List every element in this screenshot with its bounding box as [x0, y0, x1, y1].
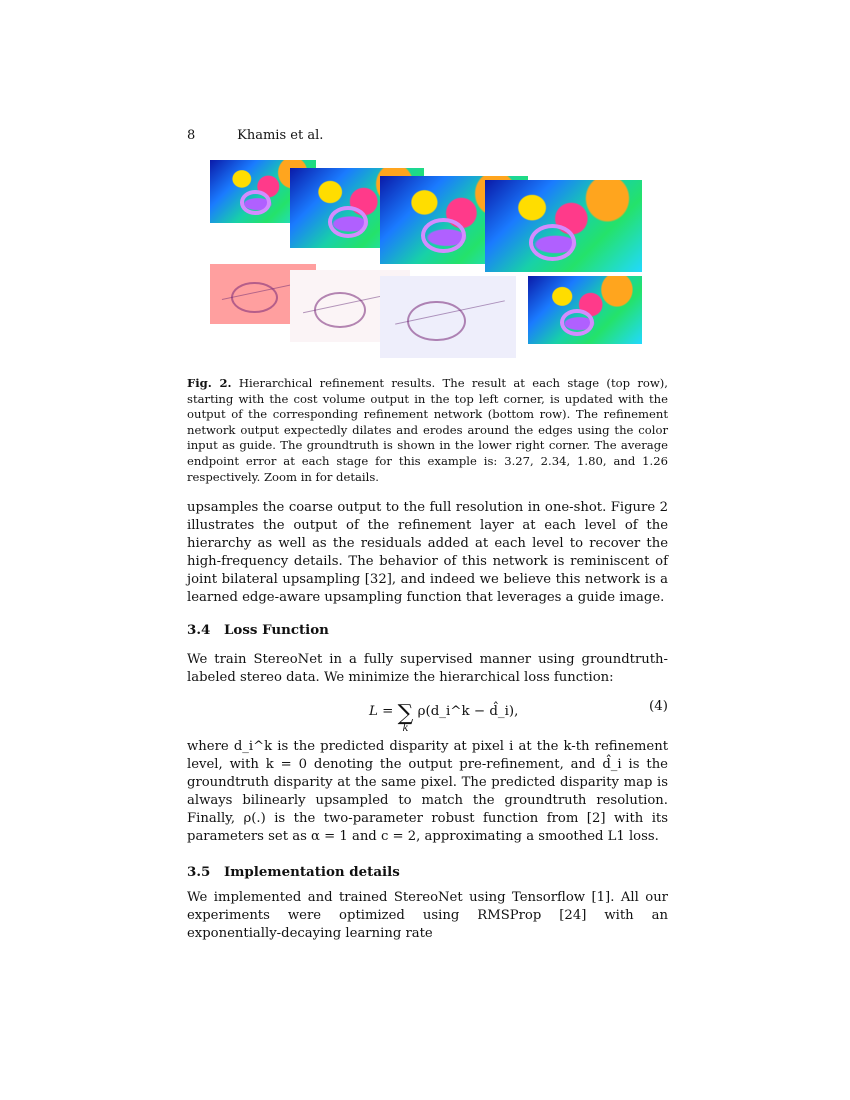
section-heading-3-4 — [187, 622, 329, 638]
page-number: 8 — [187, 128, 196, 143]
section-number: 3.5 — [187, 864, 211, 880]
equation-body — [369, 697, 519, 734]
figure-caption — [187, 376, 668, 485]
paragraph-implementation: We implemented and trained StereoNet using Tensorflow [1]. All our experiments were optimized using RMSProp [24] with an exponentially-decaying learning rate — [187, 890, 668, 941]
paragraph-upsampling: upsamples the coarse output to the full resolution in one-shot. Figure 2 illustrates the output of the refinement layer at each level of the hierarchy as well as the residuals added at each level to recover the high-frequency details. The behavior of this network is reminiscent of joint bilateral upsampling [32], and indeed we believe this network is a learned edge-aware upsampling function that leverages a guide image. — [187, 500, 668, 605]
running-head — [187, 128, 323, 143]
equation-lhs: L = — [369, 704, 398, 719]
sum-operator: ∑ k — [397, 701, 414, 734]
equation-4 — [187, 697, 668, 737]
groundtruth-disparity — [528, 276, 642, 344]
section-title: Implementation details — [224, 864, 400, 880]
section-heading-3-5 — [187, 864, 400, 880]
figure-label: Fig. 2. — [187, 376, 232, 390]
disparity-stage-4 — [485, 180, 642, 272]
figure-2-image-grid — [210, 158, 642, 358]
sum-index: k — [402, 723, 409, 734]
paragraph-loss-details: where d_i^k is the predicted disparity at pixel i at the k-th refinement level, with k = 0 denoting the output pre-refinement, and d̂_i is the groundtruth disparity at the same pixel. The predicted disparity map is always bilinearly upsampled to match the groundtruth resolution. Finally, ρ(.) is the two-parameter robust function from [2] with its parameters set as α = 1 and c = 2, approximating a smoothed L1 loss. — [187, 739, 668, 844]
paragraph-loss-intro: We train StereoNet in a fully supervised manner using groundtruth-labeled stereo data. We minimize the hierarchical loss function: — [187, 652, 668, 685]
figure-caption-text: Hierarchical refinement results. The result at each stage (top row), starting with the cost volume output in the top left corner, is updated with the output of the corresponding refinement network (bottom row). The refinement network output expectedly dilates and erodes around the edges using the color input as guide. The groundtruth is shown in the lower right corner. The average endpoint error at each stage for this example is: 3.27, 2.34, 1.80, and 1.26 respectively. Zoom in for details. — [187, 376, 668, 484]
section-title: Loss Function — [224, 622, 329, 638]
equation-number: (4) — [649, 699, 668, 714]
residual-stage-3 — [380, 276, 516, 358]
equation-rhs: ρ(d_i^k − d̂_i), — [417, 704, 519, 719]
author-running-title: Khamis et al. — [237, 128, 324, 143]
section-number: 3.4 — [187, 622, 211, 638]
